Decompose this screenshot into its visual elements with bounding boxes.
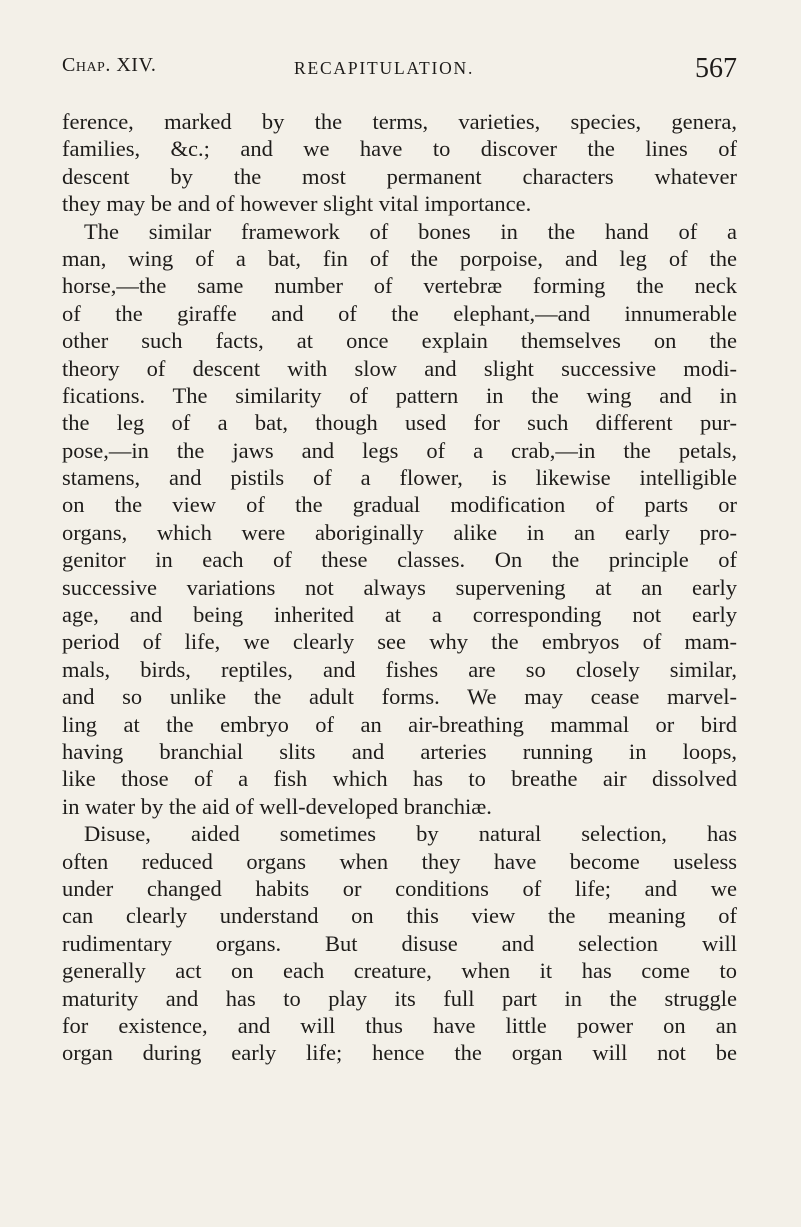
text-line: Disuse, aided sometimes by natural selection, has: [84, 821, 737, 847]
running-title: RECAPITULATION.: [294, 58, 475, 78]
text-line: ference, marked by the terms, varieties, species, genera,: [62, 109, 737, 134]
text-line: age, and being inherited at a corresponding not early: [62, 602, 737, 628]
text-line: for existence, and will thus have little power on an: [62, 1012, 737, 1038]
text-line: on the view of the gradual modification of parts or: [62, 492, 737, 518]
text-line: and so unlike the adult forms. We may cease marvel-: [62, 684, 737, 710]
text-line: can clearly understand on this view the meaning of: [62, 903, 737, 929]
text-line: successive variations not always supervening at an early: [62, 574, 737, 600]
text-line: other such facts, at once explain themselves on the: [62, 328, 737, 354]
chapter-label: Chap. XIV.: [62, 54, 157, 76]
page-number: 567: [695, 53, 737, 84]
text-line: in water by the aid of well-developed branchiæ.: [62, 793, 492, 819]
text-line: mals, birds, reptiles, and fishes are so closely similar,: [62, 656, 737, 682]
text-line: fications. The similarity of pattern in the wing and in: [62, 382, 737, 408]
text-line: having branchial slits and arteries running in loops,: [62, 738, 737, 764]
running-head: [62, 52, 737, 92]
text-line: pose,—in the jaws and legs of a crab,—in the petals,: [62, 437, 737, 463]
text-line: often reduced organs when they have become useless: [62, 848, 737, 874]
text-line: families, &c.; and we have to discover the lines of: [62, 136, 737, 162]
text-line: The similar framework of bones in the hand of a: [84, 218, 737, 244]
text-line: stamens, and pistils of a flower, is likewise intelligible: [62, 465, 737, 491]
text-line: period of life, we clearly see why the embryos of mam-: [62, 629, 737, 655]
text-line: under changed habits or conditions of life; and we: [62, 875, 737, 901]
text-line: of the giraffe and of the elephant,—and innumerable: [62, 300, 737, 326]
text-line: ling at the embryo of an air-breathing mammal or bird: [62, 711, 737, 737]
text-line: organ during early life; hence the organ will not be: [62, 1040, 737, 1066]
text-line: like those of a fish which has to breathe air dissolved: [62, 766, 737, 792]
text-line: horse,—the same number of vertebræ forming the neck: [62, 273, 737, 299]
text-line: genitor in each of these classes. On the principle of: [62, 547, 737, 573]
text-line: organs, which were aboriginally alike in an early pro-: [62, 519, 737, 545]
text-line: the leg of a bat, though used for such different pur-: [62, 410, 737, 436]
text-line: descent by the most permanent characters whatever: [62, 163, 737, 189]
text-line: man, wing of a bat, fin of the porpoise, and leg of the: [62, 245, 737, 271]
text-line: rudimentary organs. But disuse and selection will: [62, 930, 737, 956]
text-line: generally act on each creature, when it has come to: [62, 958, 737, 984]
text-line: they may be and of however slight vital importance.: [62, 191, 532, 217]
text-line: maturity and has to play its full part in the struggle: [62, 985, 737, 1011]
text-line: theory of descent with slow and slight successive modi-: [62, 355, 737, 381]
body-text: [62, 108, 737, 1067]
